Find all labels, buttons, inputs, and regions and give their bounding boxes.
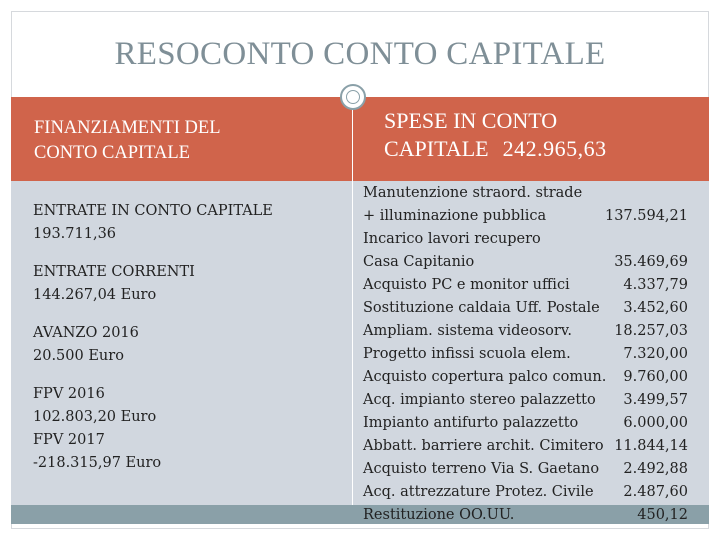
spese-label: Progetto infissi scuola elem.	[363, 346, 571, 362]
spese-row	[363, 274, 688, 297]
spese-list	[363, 182, 688, 527]
spese-row	[363, 504, 688, 527]
header-right-line1: SPESE IN CONTO	[384, 108, 558, 133]
spese-row	[363, 366, 688, 389]
fpv-2017-value: -218.315,97 Euro	[33, 455, 162, 471]
header-right-line2	[384, 135, 704, 163]
spese-amount: 2.487,60	[623, 484, 688, 500]
spese-label: Casa Capitanio	[363, 254, 475, 270]
header-left-line2: CONTO CAPITALE	[34, 143, 190, 163]
fpv-2016-label: FPV 2016	[33, 386, 105, 402]
spese-amount: 4.337,79	[623, 277, 688, 293]
header-spese	[384, 107, 704, 163]
spese-label: Acquisto PC e monitor uffici	[363, 277, 570, 293]
spese-label: Sostituzione caldaia Uff. Postale	[363, 300, 600, 316]
header-left-line1: FINANZIAMENTI DEL	[34, 118, 221, 138]
spese-amount: 2.492,88	[623, 461, 688, 477]
entrate-correnti-block	[33, 261, 343, 307]
spese-row	[363, 297, 688, 320]
spese-row	[363, 435, 688, 458]
spese-amount: 3.499,57	[623, 392, 688, 408]
spese-label: Ampliam. sistema videosorv.	[363, 323, 572, 339]
spese-row	[363, 320, 688, 343]
spese-row	[363, 481, 688, 504]
spese-label: Acquisto copertura palco comun.	[363, 369, 607, 385]
finanziamenti-list	[33, 200, 343, 490]
spese-label: Acq. impianto stereo palazzetto	[363, 392, 596, 408]
fpv-block	[33, 383, 343, 475]
spese-label: Restituzione OO.UU.	[363, 507, 515, 523]
spese-label: Manutenzione straord. strade	[363, 185, 583, 201]
entrate-correnti-label: ENTRATE CORRENTI	[33, 264, 195, 280]
spese-row	[363, 251, 688, 274]
spese-amount: 3.452,60	[623, 300, 688, 316]
spese-row	[363, 343, 688, 366]
spese-amount: 137.594,21	[604, 208, 688, 224]
spese-amount: 11.844,14	[614, 438, 688, 454]
spese-row	[363, 228, 688, 251]
spese-row	[363, 412, 688, 435]
spese-amount: 450,12	[637, 507, 688, 523]
avanzo-value: 20.500 Euro	[33, 348, 124, 364]
spese-label: + illuminazione pubblica	[363, 208, 547, 224]
spese-label: Acquisto terreno Via S. Gaetano	[363, 461, 600, 477]
spese-row	[363, 458, 688, 481]
entrate-conto-capitale-block	[33, 200, 343, 246]
avanzo-block	[33, 322, 343, 368]
spese-label: Incarico lavori recupero	[363, 231, 541, 247]
spese-row	[363, 389, 688, 412]
spese-row	[363, 182, 688, 205]
spese-amount: 6.000,00	[623, 415, 688, 431]
header-finanziamenti	[34, 116, 324, 166]
spese-amount: 35.469,69	[614, 254, 688, 270]
column-divider	[352, 97, 353, 505]
avanzo-label: AVANZO 2016	[33, 325, 139, 341]
fpv-2017-label: FPV 2017	[33, 432, 105, 448]
entrate-conto-capitale-label: ENTRATE IN CONTO CAPITALE	[33, 203, 273, 219]
spese-amount: 18.257,03	[614, 323, 688, 339]
entrate-correnti-value: 144.267,04 Euro	[33, 287, 157, 303]
slide-title: RESOCONTO CONTO CAPITALE	[114, 36, 606, 72]
spese-total: 242.965,63	[502, 136, 607, 161]
entrate-conto-capitale-value: 193.711,36	[33, 226, 117, 242]
header-right-label: CAPITALE	[384, 136, 489, 161]
spese-label: Impianto antifurto palazzetto	[363, 415, 579, 431]
spese-amount: 7.320,00	[623, 346, 688, 362]
spese-label: Abbatt. barriere archit. Cimitero	[363, 438, 604, 454]
fpv-2016-value: 102.803,20 Euro	[33, 409, 157, 425]
spese-amount: 9.760,00	[623, 369, 688, 385]
circle-ornament-icon	[340, 84, 366, 110]
spese-label: Acq. attrezzature Protez. Civile	[363, 484, 594, 500]
spese-row	[363, 205, 688, 228]
